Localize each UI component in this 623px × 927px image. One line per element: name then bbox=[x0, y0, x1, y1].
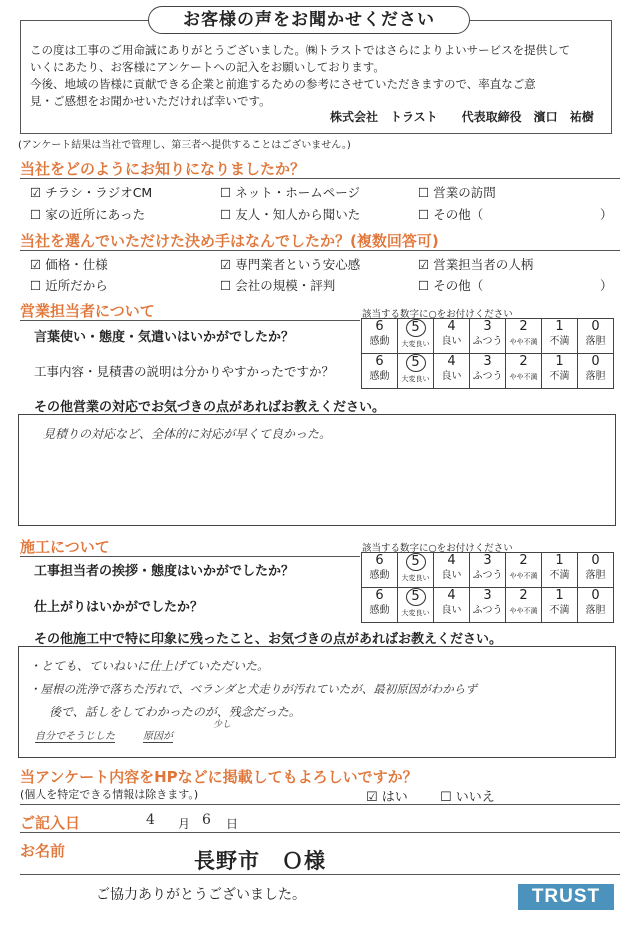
checkbox-icon: ☐ bbox=[220, 185, 232, 200]
rating-number: 2 bbox=[519, 588, 528, 603]
rating-label: やや不満 bbox=[509, 373, 538, 381]
intro-line: 見・ご感想をお聞かせいただければ幸いです。 bbox=[30, 94, 271, 108]
rating-option-3[interactable] bbox=[470, 588, 506, 623]
checkbox-icon: ☐ bbox=[418, 207, 430, 222]
permission-no[interactable] bbox=[440, 786, 495, 805]
intro-line: この度は工事のご用命誠にありがとうございました。㈱トラストではさらによりよいサービスを提供して bbox=[30, 43, 571, 57]
checkbox-checked-icon: ☑ bbox=[30, 185, 42, 200]
construction-rating-table bbox=[361, 552, 614, 623]
day-unit: 日 bbox=[226, 817, 239, 831]
rating-label: 良い bbox=[441, 371, 462, 382]
permission-yes[interactable] bbox=[366, 786, 408, 805]
scale-hint: 該当する数字に○をお付けください bbox=[362, 543, 513, 554]
rating-number: 6 bbox=[375, 553, 384, 568]
scale-hint: 該当する数字に○をお付けください bbox=[362, 309, 513, 320]
q1-option-web[interactable] bbox=[220, 183, 360, 201]
divider bbox=[20, 178, 620, 179]
rating-number: 2 bbox=[519, 319, 528, 334]
rating-label: やや不満 bbox=[509, 572, 538, 580]
q2-option-price[interactable] bbox=[30, 255, 108, 273]
checkbox-icon: ☐ bbox=[418, 185, 430, 200]
rating-label: やや不満 bbox=[509, 607, 538, 615]
rating-number: 6 bbox=[375, 354, 384, 369]
checkbox-checked-icon: ☑ bbox=[418, 257, 430, 272]
checkbox-icon: ☐ bbox=[220, 207, 232, 222]
close-paren: ） bbox=[600, 278, 613, 293]
rating-option-3[interactable] bbox=[470, 553, 506, 588]
rating-number: 0 bbox=[591, 588, 600, 603]
option-label: 営業の訪問 bbox=[433, 185, 496, 200]
q1-option-nearby[interactable] bbox=[30, 205, 145, 223]
date-day[interactable]: 6 bbox=[202, 812, 211, 828]
option-label: はい bbox=[381, 790, 408, 805]
rating-number bbox=[398, 319, 433, 337]
checkbox-icon: ☐ bbox=[440, 790, 452, 805]
q2-option-nearby[interactable] bbox=[30, 276, 108, 294]
rating-number bbox=[398, 553, 433, 571]
divider bbox=[20, 320, 360, 321]
privacy-disclaimer: (アンケート結果は当社で管理し、第三者へ提供することはございません。) bbox=[18, 140, 351, 151]
rating-number: 0 bbox=[591, 354, 600, 369]
q1-option-other[interactable] bbox=[418, 205, 483, 223]
rating-number: 6 bbox=[375, 588, 384, 603]
rating-number: 0 bbox=[591, 553, 600, 568]
rating-label: 感動 bbox=[369, 605, 390, 616]
rating-number: 3 bbox=[483, 354, 492, 369]
rating-label: 不満 bbox=[549, 570, 570, 581]
checkbox-icon: ☐ bbox=[30, 278, 42, 293]
rating-number: 2 bbox=[519, 354, 528, 369]
rating-option-3[interactable] bbox=[470, 319, 506, 354]
divider bbox=[20, 832, 620, 833]
rating-label: ふつう bbox=[472, 371, 503, 382]
rating-option-2[interactable] bbox=[506, 319, 542, 354]
selected-circle-icon: 5 bbox=[406, 588, 426, 606]
sales-question-1: 言葉使い・態度・気遣いはいかがでしたか？ bbox=[34, 330, 295, 345]
q2-option-expert[interactable] bbox=[220, 255, 360, 273]
checkbox-checked-icon: ☑ bbox=[366, 790, 378, 805]
rating-label: 大変良い bbox=[401, 574, 430, 582]
rating-option-4[interactable] bbox=[434, 319, 470, 354]
divider bbox=[20, 556, 360, 557]
rating-label: 大変良い bbox=[401, 340, 430, 348]
sales-comment-prompt: その他営業の対応でお気づきの点があればお教えください。 bbox=[34, 400, 386, 415]
option-label: 専門業者という安心感 bbox=[235, 257, 361, 272]
rating-number: 6 bbox=[375, 319, 384, 334]
rating-option-5[interactable] bbox=[398, 319, 434, 354]
rating-option-6[interactable] bbox=[362, 354, 398, 389]
option-label: その他（ bbox=[433, 278, 484, 293]
construction-comment-prompt: その他施工中で特に印象に残ったこと、お気づきの点があればお教えください。 bbox=[34, 632, 503, 647]
option-label: 近所だから bbox=[45, 278, 108, 293]
rating-number: 4 bbox=[447, 588, 456, 603]
rating-option-5[interactable] bbox=[398, 588, 434, 623]
rating-option-2[interactable] bbox=[506, 354, 542, 389]
rating-number: 2 bbox=[519, 553, 528, 568]
divider bbox=[20, 874, 620, 875]
permission-note: (個人を特定できる情報は除きます。) bbox=[20, 788, 199, 801]
comment-line: ・屋根の洗浄で落ちた汚れで、ベランダと犬走りが汚れていたが、最初原因がわからず bbox=[29, 682, 477, 696]
q1-option-visit[interactable] bbox=[418, 183, 496, 201]
rating-label: 良い bbox=[441, 605, 462, 616]
name-label: お名前 bbox=[20, 842, 66, 860]
q1-heading: 当社をどのようにお知りになりましたか？ bbox=[20, 160, 306, 178]
sales-rating-row bbox=[362, 354, 614, 389]
q2-heading: 当社を選んでいただけた決め手はなんでしたか？(複数回答可) bbox=[20, 232, 439, 250]
rating-label: 大変良い bbox=[401, 375, 430, 383]
selected-circle-icon: 5 bbox=[406, 553, 426, 571]
rating-label: ふつう bbox=[472, 605, 503, 616]
month-unit: 月 bbox=[178, 817, 191, 831]
rating-label: 大変良い bbox=[401, 609, 430, 617]
intro-text bbox=[30, 42, 600, 110]
option-label: 友人・知人から聞いた bbox=[235, 207, 361, 222]
permission-heading: 当アンケート内容をHPなどに掲載してもよろしいですか？ bbox=[20, 768, 418, 786]
rating-option-6[interactable] bbox=[362, 588, 398, 623]
option-label: その他（ bbox=[433, 207, 484, 222]
rating-label: やや不満 bbox=[509, 338, 538, 346]
sales-comment-box[interactable] bbox=[18, 414, 616, 526]
comment-note: 少し bbox=[213, 720, 232, 730]
trust-logo: TRUST bbox=[518, 884, 614, 910]
rating-label: 落胆 bbox=[585, 371, 606, 382]
close-paren: ） bbox=[600, 207, 613, 222]
option-label: 会社の規模・評判 bbox=[235, 278, 336, 293]
rating-label: 不満 bbox=[549, 336, 570, 347]
option-label: チラシ・ラジオCM bbox=[45, 185, 153, 200]
rating-label: ふつう bbox=[472, 570, 503, 581]
option-label: いいえ bbox=[455, 790, 495, 805]
sales-rating-table bbox=[361, 318, 614, 389]
sales-comment-text: 見積りの対応など、全体的に対応が早くて良かった。 bbox=[43, 427, 332, 441]
company-signature: 株式会社 トラスト 代表取締役 濱口 祐樹 bbox=[330, 110, 594, 124]
rating-option-0[interactable] bbox=[578, 588, 614, 623]
rating-option-2[interactable] bbox=[506, 588, 542, 623]
sales-question-2: 工事内容・見積書の説明は分かりやすかったですか？ bbox=[34, 364, 335, 379]
rating-option-0[interactable] bbox=[578, 319, 614, 354]
construction-question-1: 工事担当者の挨拶・態度はいかがでしたか？ bbox=[34, 564, 295, 579]
rating-number: 1 bbox=[555, 588, 564, 603]
rating-option-2[interactable] bbox=[506, 553, 542, 588]
selected-circle-icon: 5 bbox=[406, 319, 426, 337]
rating-label: 落胆 bbox=[585, 336, 606, 347]
intro-line: いくにあたり、お客様にアンケートへの記入をお願いしております。 bbox=[30, 60, 385, 74]
rating-number: 1 bbox=[555, 553, 564, 568]
rating-number: 4 bbox=[447, 354, 456, 369]
option-label: 営業担当者の人柄 bbox=[433, 257, 534, 272]
rating-option-1[interactable] bbox=[542, 319, 578, 354]
date-label: ご記入日 bbox=[20, 814, 81, 832]
q2-option-other[interactable] bbox=[418, 276, 483, 294]
rating-number: 1 bbox=[555, 319, 564, 334]
form-title: お客様の声をお聞かせください bbox=[148, 6, 470, 34]
construction-question-2: 仕上がりはいかがでしたか？ bbox=[34, 600, 204, 615]
intro-line: 今後、地域の皆様に貢献できる企業と前進するための参考にさせていただきますので、率直なご意 bbox=[30, 77, 536, 91]
rating-option-4[interactable] bbox=[434, 588, 470, 623]
rating-option-4[interactable] bbox=[434, 354, 470, 389]
rating-option-6[interactable] bbox=[362, 553, 398, 588]
sales-rating-row bbox=[362, 319, 614, 354]
construction-rating-row bbox=[362, 588, 614, 623]
rating-option-5[interactable] bbox=[398, 354, 434, 389]
divider bbox=[20, 804, 620, 805]
construction-comment-box[interactable] bbox=[18, 646, 616, 758]
construction-rating-row bbox=[362, 553, 614, 588]
q1-option-flyer[interactable] bbox=[30, 183, 152, 201]
rating-label: 感動 bbox=[369, 570, 390, 581]
checkbox-icon: ☐ bbox=[418, 278, 430, 293]
rating-number: 0 bbox=[591, 319, 600, 334]
checkbox-checked-icon: ☑ bbox=[30, 257, 42, 272]
rating-label: 不満 bbox=[549, 371, 570, 382]
rating-number: 4 bbox=[447, 319, 456, 334]
rating-number bbox=[398, 354, 433, 372]
rating-label: 落胆 bbox=[585, 605, 606, 616]
rating-label: 不満 bbox=[549, 605, 570, 616]
rating-label: 良い bbox=[441, 336, 462, 347]
option-label: ネット・ホームページ bbox=[235, 185, 360, 200]
option-label: 家の近所にあった bbox=[45, 207, 146, 222]
rating-option-6[interactable] bbox=[362, 319, 398, 354]
rating-number: 4 bbox=[447, 553, 456, 568]
construction-heading: 施工について bbox=[20, 538, 110, 556]
sales-heading: 営業担当者について bbox=[20, 302, 155, 320]
rating-number: 1 bbox=[555, 354, 564, 369]
q1-option-friend[interactable] bbox=[220, 205, 360, 223]
comment-note: 原因が bbox=[143, 727, 173, 743]
customer-name[interactable]: 長野市 Ｏ様 bbox=[194, 849, 326, 873]
option-label: 価格・仕様 bbox=[45, 257, 108, 272]
rating-option-3[interactable] bbox=[470, 354, 506, 389]
rating-option-0[interactable] bbox=[578, 354, 614, 389]
divider bbox=[20, 250, 620, 251]
rating-option-1[interactable] bbox=[542, 354, 578, 389]
rating-option-5[interactable] bbox=[398, 553, 434, 588]
checkbox-checked-icon: ☑ bbox=[220, 257, 232, 272]
selected-circle-icon: 5 bbox=[406, 354, 426, 372]
rating-label: 感動 bbox=[369, 371, 390, 382]
rating-label: 感動 bbox=[369, 336, 390, 347]
rating-number: 3 bbox=[483, 553, 492, 568]
rating-number bbox=[398, 588, 433, 606]
checkbox-icon: ☐ bbox=[220, 278, 232, 293]
date-month[interactable]: 4 bbox=[146, 812, 155, 828]
thanks-message: ご協力ありがとうございました。 bbox=[96, 887, 306, 903]
rating-number: 3 bbox=[483, 588, 492, 603]
rating-number: 3 bbox=[483, 319, 492, 334]
rating-option-4[interactable] bbox=[434, 553, 470, 588]
rating-label: 落胆 bbox=[585, 570, 606, 581]
rating-option-0[interactable] bbox=[578, 553, 614, 588]
comment-line: 後で、話しをしてわかったのが、残念だった。 bbox=[49, 705, 301, 719]
rating-label: ふつう bbox=[472, 336, 503, 347]
rating-label: 良い bbox=[441, 570, 462, 581]
checkbox-icon: ☐ bbox=[30, 207, 42, 222]
rating-option-1[interactable] bbox=[542, 553, 578, 588]
comment-line: ・とても、ていねいに仕上げていただいた。 bbox=[29, 659, 270, 673]
comment-note: 自分でそうじした bbox=[35, 727, 115, 743]
q2-option-reputation[interactable] bbox=[220, 276, 335, 294]
q2-option-salesperson[interactable] bbox=[418, 255, 533, 273]
rating-option-1[interactable] bbox=[542, 588, 578, 623]
